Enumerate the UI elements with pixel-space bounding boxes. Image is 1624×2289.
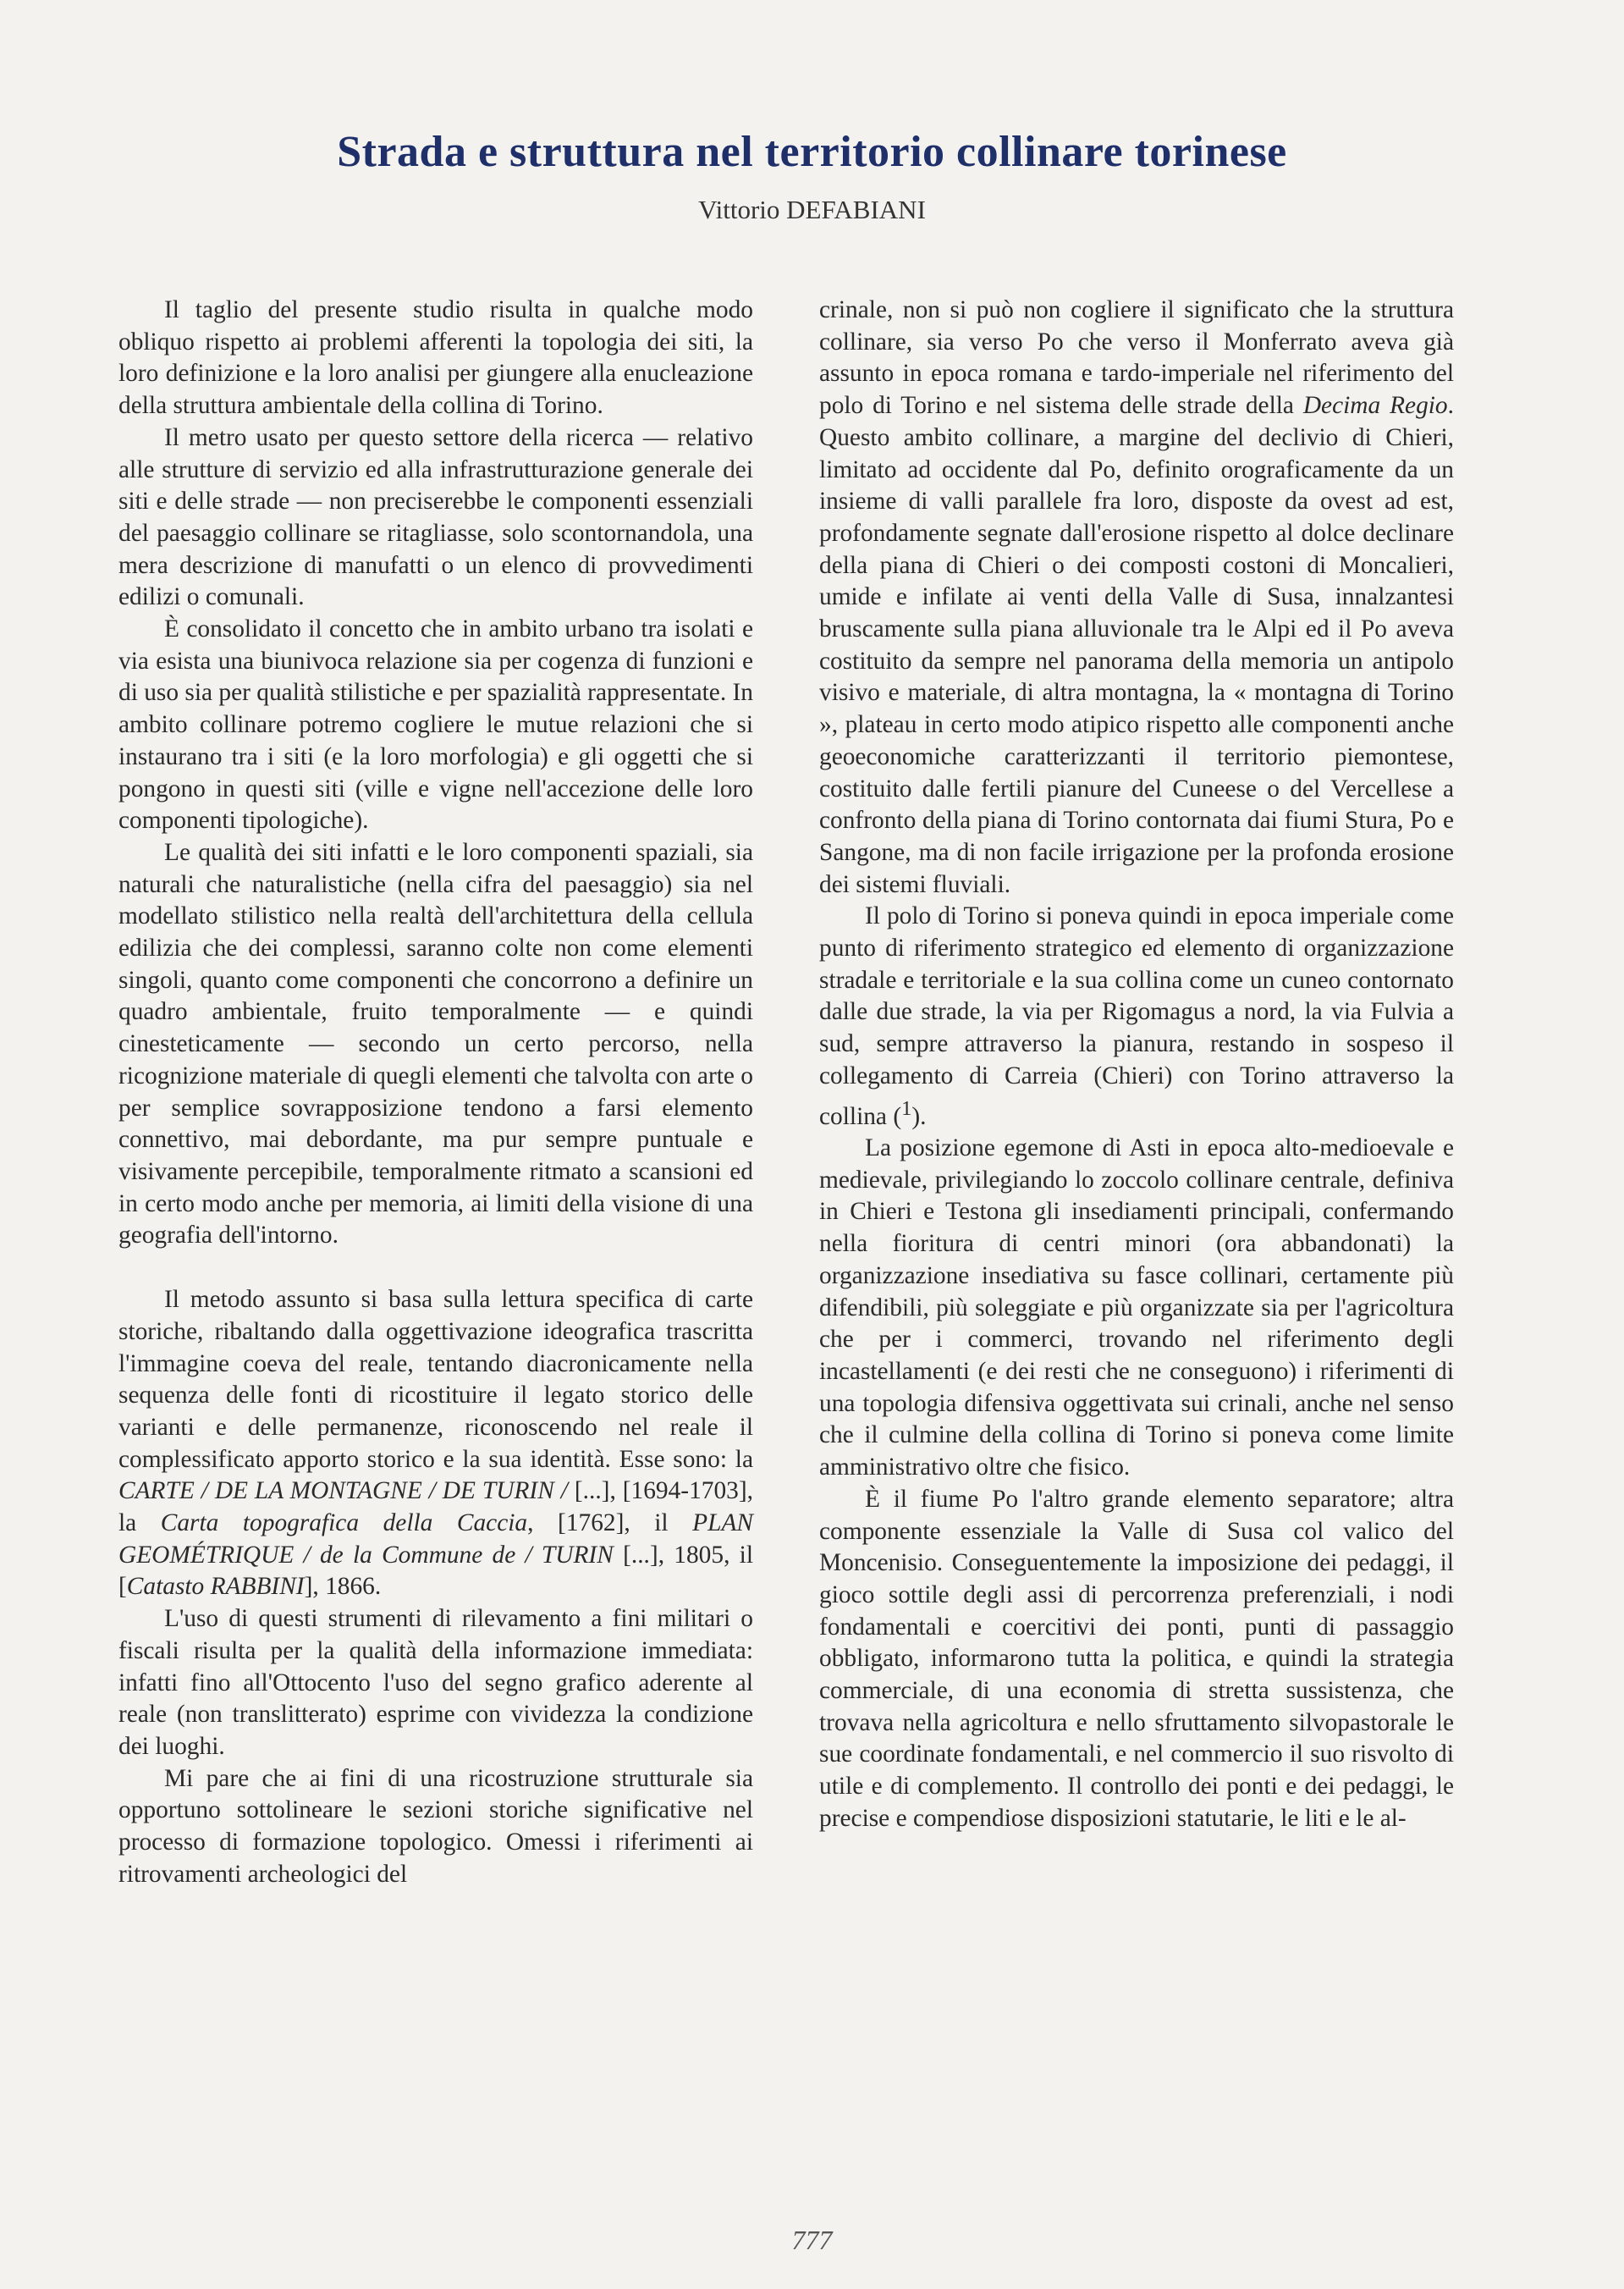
paragraph: È consolidato il concetto che in ambito urbano tra isolati e via esista una biunivoca relazione sia per cogenza di funzioni e di uso sia per qualità stilistiche e per spazialità rappresentate. In ambito collinare potremo cogliere le mutue relazioni che si instaurano tra i siti (e la loro morfologia) e gli oggetti che si pongono in questi siti (ville e vigne nell'accezione delle loro componenti tipologiche). xyxy=(118,615,754,835)
source-title: Carta topografica della Caccia xyxy=(160,1509,528,1537)
paragraph: Le qualità dei siti infatti e le loro componenti spaziali, sia naturali che naturalistiche (nella cifra del paesaggio) sia nel modellato stilistico nella realtà dell'architettura della cellula edilizia che dei complessi, saranno colte non come elementi singoli, quanto come componenti che concorrono a definire un quadro ambientale, fruito temporalmente — e quindi cinesteticamente — secondo un certo percorso, nella ricognizione materiale di quegli elementi che talvolta con arte o per semplice sovrapposizione tendono a farsi elemento connettivo, mai debordante, ma pur sempre puntuale e visivamente percepibile, temporalmente ritmato a scansioni ed in certo modo anche per memoria, ai limiti della visione di una geografia dell'intorno. xyxy=(118,838,753,1249)
source-title: CARTE / DE LA MONTAGNE / DE TURIN / xyxy=(118,1477,568,1505)
paragraph: La posizione egemone di Asti in epoca alto-medioevale e medievale, privilegiando lo zoccolo collinare centrale, definiva in Chieri e Testona gli insediamenti principali, confermando nella fioritura di centri minori (ora abbandonati) la organizzazione insediativa su fasce collinari, certamente più difendibili, più soleggiate e più organizzate sia per l'agricoltura che per i commerci, trovando nel riferimento degli incastellamenti (e dei resti che ne conseguono) i riferimenti di una topologia difensiva oggettivata sui crinali, anche nel senso che il culmine della collina di Torino si poneva come limite amministrativo oltre che fisico. xyxy=(819,1134,1454,1481)
source-title: PLAN GEOMÉTRIQUE / de la Commune de / TURIN xyxy=(118,1509,753,1569)
text-run: ). xyxy=(911,1102,927,1130)
footnote-ref[interactable]: 1 xyxy=(901,1096,912,1120)
paragraph: L'uso di questi strumenti di rilevamento a fini militari o fiscali risulta per la qualità della informazione immediata: infatti fino all'Ottocento l'uso del segno grafico aderente al reale (non translitterato) esprime con vividezza la condizione dei luoghi. xyxy=(118,1605,753,1760)
paragraph: Il metro usato per questo settore della ricerca — relativo alle strutture di servizio ed alla infrastrutturazione generale dei siti e delle strade — non preciserebbe le componenti essenziali del paesaggio collinare se ritagliasse, solo scontornandola, una mera descrizione di manufatti o un elenco di provvedimenti edilizi o comunali. xyxy=(118,423,753,611)
paragraph-continued xyxy=(819,295,1454,901)
paragraph: È il fiume Po l'altro grande elemento separatore; altra componente essenziale la Valle di Susa col valico del Moncenisio. Conseguentemente la imposizione dei pedaggi, il gioco sottile degli assi di percorrenza preferenziali, i nodi fondamentali e coercitivi dei ponti, punti di passaggio obbligato, informarono tutta la politica, e quindi la strategia commerciale, di una economia di stretta sussistenza, che trovava nella agricoltura e nello sfruttamento silvopastorale le sue coordinate fondamentali, e nel commercio il suo risvolto di utile e di complemento. Il controllo dei ponti e dei pedaggi, le precise e compendiose disposizioni statutarie, le liti e le al- xyxy=(819,1485,1454,1832)
text-run: [...], [1694-1703], la xyxy=(118,1477,753,1537)
article-author: Vittorio DEFABIANI xyxy=(698,195,926,224)
text-run: . Questo ambito collinare, a margine del declivio di Chieri, limitato ad occidente dal Po, definito orograficamente da un insieme di valli parallele fra loro, disposte da ovest ad est, profondamente segnate dall'erosione rispetto al dolce declinare della piana di Chieri o dei composti costoni di Moncalieri, umide e infilate ai venti della Valle di Susa, innalzantesi bruscamente sulla piana alluvionale tra le Alpi ed il Po aveva costituito da sempre nel panorama della memoria un antipolo visivo e materiale, di altra montagna, la « montagna di Torino », plateau in certo modo atipico rispetto alle componenti anche geoeconomiche caratterizzanti il territorio piemontese, costituito dalle fertili pianure del Cuneese o del Vercellese a confronto della piana di Torino contornata dai fiumi Stura, Po e Sangone, ma di non facile irrigazione per la profonda erosione dei sistemi fluviali. xyxy=(819,392,1454,898)
text-run: [...], 1805, il [ xyxy=(118,1541,753,1601)
text-run: Il metodo assunto si basa sulla lettura specifica di carte storiche, ribaltando dalla oggettivazione ideografica trascritta l'immagine coeva del reale, tentando diacronicamente nella sequenza delle fonti di ricostituire il legato storico delle varianti e delle permanenze, riconoscendo nel reale il complessificato apporto storico e la sua identità. Esse sono: la xyxy=(118,1286,753,1473)
page-number: 777 xyxy=(791,2225,833,2255)
right-column xyxy=(819,295,1454,1835)
text-run: ], 1866. xyxy=(304,1573,382,1601)
left-column xyxy=(118,295,753,1890)
paragraph xyxy=(819,901,1454,1133)
paragraph-sources xyxy=(118,1284,753,1603)
text-run: crinale, non si può non cogliere il significato che la struttura collinare, sia verso Po che verso il Monferrato aveva già assunto in epoca romana e tardo-imperiale nel riferimento del polo di Torino e nel sistema delle strade della xyxy=(819,296,1454,420)
paragraph: Il taglio del presente studio risulta in qualche modo obliquo rispetto ai problemi afferenti la topologia dei siti, la loro definizione e la loro analisi per giungere alla enucleazione della struttura ambientale della collina di Torino. xyxy=(118,296,753,420)
text-run: , [1762], il xyxy=(527,1509,693,1537)
paragraph-gap xyxy=(118,1252,753,1284)
text-run: Il polo di Torino si poneva quindi in epoca imperiale come punto di riferimento strategico ed elemento di organizzazione stradale e territoriale e la sua collina come un cuneo contornato dalle due strade, la via per Rigomagus a nord, la via Fulvia a sud, sempre attraverso la pianura, restando in sospeso il collegamento di Carreia (Chieri) con Torino attraverso la collina ( xyxy=(819,902,1454,1130)
paragraph: Mi pare che ai fini di una ricostruzione strutturale sia opportuno sottolineare le sezioni storiche significative nel processo di formazione topologico. Omessi i riferimenti ai ritrovamenti archeologici del xyxy=(118,1764,753,1888)
italic-term: Decima Regio xyxy=(1302,392,1448,420)
article-title: Strada e struttura nel territorio collinare torinese xyxy=(337,128,1287,176)
source-title: Catasto RABBINI xyxy=(126,1573,305,1601)
